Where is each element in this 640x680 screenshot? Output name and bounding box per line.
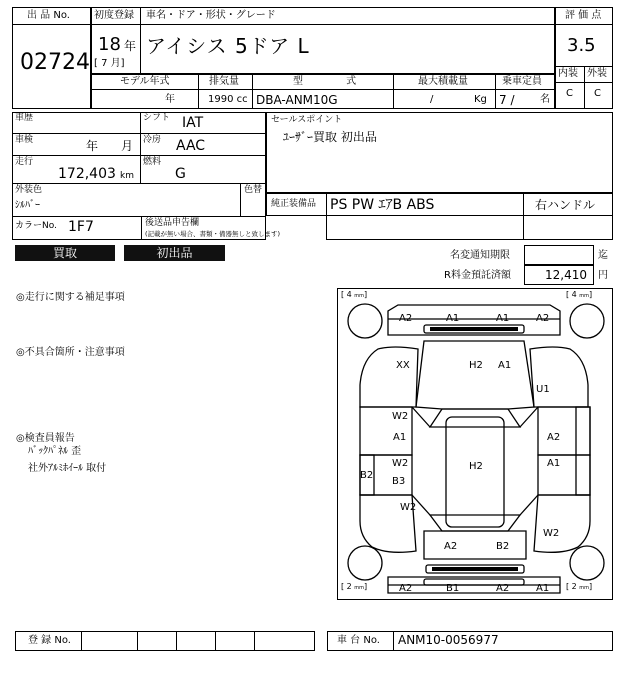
damage-mark-rear-bumper: B1 [446, 583, 460, 594]
name-change-suffix: 迄 [598, 250, 608, 261]
driving-notes-title: ◎走行に関する補足事項 [16, 292, 125, 303]
model-year-unit: 年 [165, 94, 175, 105]
damage-mark-back-door: B2 [496, 541, 510, 552]
damage-mark-left-fender: XX [396, 360, 410, 371]
damage-mark-front-bumper: A2 [399, 313, 413, 324]
max-load: / [430, 94, 434, 105]
damage-mark-left-sill: B2 [360, 470, 374, 481]
capacity-unit: 名 [540, 94, 550, 105]
interior-grade: C [566, 88, 573, 99]
registration-number-label: 登 録 No. [28, 635, 71, 646]
chassis-number: ANM10-0056977 [398, 633, 499, 647]
defect-notes-title: ◎不具合箇所・注意事項 [16, 347, 125, 358]
equipment-label: 純正装備品 [271, 199, 317, 209]
tire-depth-rear-right: [ 2 mm] [566, 582, 593, 591]
tire-depth-front-right: [ 4 mm] [566, 290, 593, 299]
damage-mark-right-fender: U1 [536, 384, 550, 395]
exterior-color: ｼﾙﾊﾞｰ [15, 200, 40, 211]
score-label: 評 価 点 [565, 10, 602, 21]
tag-first-listing: 初出品 [124, 245, 225, 261]
car-outline [338, 289, 612, 599]
model-label: 型 式 [293, 76, 357, 87]
hood [416, 341, 534, 409]
damage-mark-left-front-door: W2 [392, 411, 409, 422]
color-number-label: カラーNo. [15, 221, 57, 231]
first-registration-label: 初度登録 [94, 10, 134, 21]
right-front-door [538, 407, 590, 455]
right-quarter [534, 495, 590, 552]
inspector-report-line: ﾊﾞｯｸﾊﾟﾈﾙ 歪 [28, 446, 82, 457]
damage-mark-right-rear-door: A1 [547, 458, 561, 469]
history-label: 車歴 [15, 113, 34, 123]
lot-number-label: 出 品 No. [27, 10, 70, 21]
sales-point: ﾕｰｻﾞｰ買取 初出品 [283, 130, 377, 144]
damage-mark-front-bumper: A1 [446, 313, 460, 324]
damage-mark-front-bumper: A1 [496, 313, 510, 324]
exterior-color-label: 外装色 [15, 185, 43, 195]
damage-mark-front-bumper: A2 [536, 313, 550, 324]
damage-mark-left-quarter: W2 [400, 502, 417, 513]
chassis-number-label: 車 台 No. [337, 635, 380, 646]
damage-mark-hood: H2 [469, 360, 483, 371]
year-unit: 年 [124, 39, 137, 53]
inspection-year-unit: 年 [86, 139, 99, 153]
model-code: DBA-ANM10G [256, 93, 338, 107]
damage-mark-rear-bumper: A1 [536, 583, 550, 594]
name-change-deadline-box [524, 245, 594, 265]
right-rear-door [538, 455, 590, 495]
sales-point-label: セールスポイント [271, 115, 343, 125]
capacity: 7 / [499, 93, 515, 107]
ac: AAC [176, 138, 206, 154]
exterior-label: 外装 [587, 68, 607, 79]
shift: IAT [182, 115, 204, 131]
inspection-month-unit: 月 [121, 139, 134, 153]
equipment: PS PW ｴｱB ABS [330, 197, 435, 213]
tire-depth-front-left: [ 4 mm] [341, 290, 368, 299]
mileage: 172,403 [58, 166, 116, 182]
displacement-label: 排気量 [209, 76, 239, 87]
car-name: アイシス 5ドア L [146, 34, 310, 58]
ac-label: 冷房 [143, 135, 162, 145]
recycle-fee: 12,410 [545, 268, 587, 282]
right-sill [576, 407, 590, 495]
capacity-label: 乗車定員 [502, 76, 542, 87]
score: 3.5 [567, 35, 596, 56]
exterior-grade: C [594, 88, 601, 99]
fuel: G [175, 166, 186, 182]
lot-number: 02724 [20, 50, 90, 75]
windshield [430, 409, 520, 427]
inspector-report-title: ◎検査員報告 [16, 433, 75, 444]
damage-mark-left-rear-door: W2 [392, 458, 409, 469]
model-year-label: モデル年式 [120, 76, 170, 87]
inspection-label: 車検 [15, 135, 34, 145]
tire-rear-right [570, 546, 604, 580]
damage-mark-right-front-door: A2 [547, 432, 561, 443]
damage-mark-rear-bumper: A2 [399, 583, 413, 594]
color-number: 1F7 [68, 219, 94, 235]
tire-rear-left [348, 546, 382, 580]
tire-front-left [348, 304, 382, 338]
shift-label: シフト [143, 113, 171, 123]
car-name-label: 車名・ドア・形状・グレード [146, 10, 276, 21]
equipment-extra-box [326, 216, 613, 240]
mileage-label: 走行 [15, 157, 34, 167]
tire-depth-rear-left: [ 2 mm] [341, 582, 368, 591]
tag-buyout: 買取 [15, 245, 115, 261]
steering-position: 右ハンドル [535, 198, 596, 212]
damage-mark-hood: A1 [498, 360, 512, 371]
damage-mark-back-door: A2 [444, 541, 458, 552]
first-registration-month: [ 7 月] [94, 58, 125, 69]
after-documents-note: (記載が無い場合、書類・備器無しと致します) [145, 230, 281, 238]
rear-window [430, 515, 520, 531]
recycle-fee-label: R料金預託済額 [444, 270, 511, 281]
damage-mark-right-quarter: W2 [543, 528, 560, 539]
max-load-label: 最大積載量 [418, 76, 468, 87]
fuel-label: 燃料 [143, 157, 162, 167]
back-door [424, 531, 526, 559]
left-fender [360, 347, 418, 407]
roof [446, 417, 504, 527]
after-documents-label: 後送品申告欄 [145, 218, 200, 228]
color-change-label: 色替 [244, 185, 263, 195]
right-fender [530, 347, 588, 407]
first-registration-year: 18 [98, 34, 121, 55]
tire-front-right [570, 304, 604, 338]
damage-mark-roof: H2 [469, 461, 483, 472]
recycle-fee-suffix: 円 [598, 270, 608, 281]
max-load-unit: Kg [474, 94, 487, 105]
interior-label: 内装 [558, 68, 578, 79]
damage-mark-rear-bumper: A2 [496, 583, 510, 594]
mileage-unit: km [120, 171, 134, 181]
inspector-report-line: 社外ｱﾙﾐﾎｲｰﾙ 取付 [28, 463, 107, 474]
name-change-deadline-label: 名変通知期限 [450, 250, 510, 261]
damage-mark-left-rear-door: B3 [392, 476, 406, 487]
displacement: 1990 cc [208, 94, 248, 105]
damage-diagram [337, 288, 613, 600]
damage-mark-left-front-door: A1 [393, 432, 407, 443]
